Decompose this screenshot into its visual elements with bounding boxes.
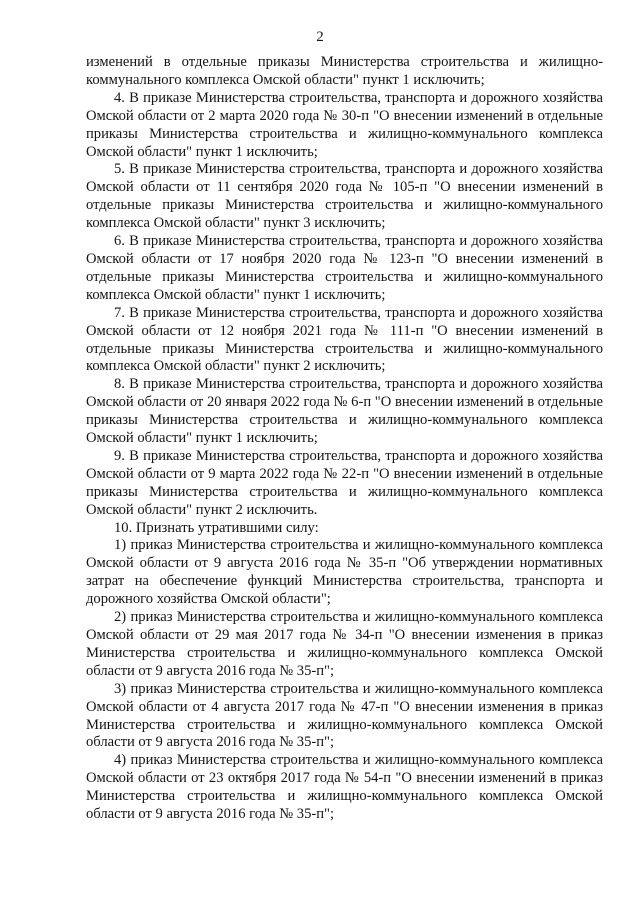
paragraph-item-6: 6. В приказе Министерства строительства, транспорта и дорожного хозяйства Омской области от 17 ноября 2020 года № 123-п "О внесении изменений в отдельные приказы Министерства строительства и жилищно-коммунального комплекса Омской области" пункт 1 исключить; (86, 233, 603, 303)
subitem-1: 1) приказ Министерства строительства и жилищно-коммунального комплекса Омской области от 9 августа 2016 года № 35-п "Об утверждении нормативных затрат на обеспечение функций Министерства строительства, транспорта и дорожного хозяйства Омской области"; (86, 537, 603, 608)
paragraph-item-9: 9. В приказе Министерства строительства, транспорта и дорожного хозяйства Омской области от 9 марта 2022 года № 22-п "О внесении изменений в отдельные приказы Министерства строительства и жилищно-коммунального комплекса Омской области" пункт 2 исключить. (86, 447, 603, 518)
subitem-2: 2) приказ Министерства строительства и жилищно-коммунального комплекса Омской области от 29 мая 2017 года № 34-п "О внесении изменения в приказ Министерства строительства и жилищно-коммунального комплекса Омской области от 9 августа 2016 года № 35-п"; (86, 609, 603, 679)
subitem-3: 3) приказ Министерства строительства и жилищно-коммунального комплекса Омской области от 4 августа 2017 года № 47-п "О внесении изменения в приказ Министерства строительства и жилищно-коммунального комплекса Омской области от 9 августа 2016 года № 35-п"; (86, 680, 603, 751)
paragraph-item-7: 7. В приказе Министерства строительства, транспорта и дорожного хозяйства Омской области от 12 ноября 2021 года № 111-п "О внесении изменений в отдельные приказы Министерства строительства и жилищно-коммунального комплекса Омской области" пункт 2 исключить; (86, 304, 603, 375)
document-body (86, 54, 603, 824)
page-number: 2 (316, 29, 324, 45)
paragraph-continuation: изменений в отдельные приказы Министерства строительства и жилищно-коммунального комплекса Омской области" пункт 1 исключить; (86, 54, 603, 88)
paragraph-item-5: 5. В приказе Министерства строительства, транспорта и дорожного хозяйства Омской области от 11 сентября 2020 года № 105-п "О внесении изменений в отдельные приказы Министерства строительства и жилищно-коммунального комплекса Омской области" пункт 3 исключить; (86, 161, 603, 232)
paragraph-item-4: 4. В приказе Министерства строительства, транспорта и дорожного хозяйства Омской области от 2 марта 2020 года № 30-п "О внесении изменений в отдельные приказы Министерства строительства и жилищно-коммунального комплекса Омской области" пункт 1 исключить; (86, 89, 603, 160)
paragraph-item-10: 10. Признать утратившими силу: (114, 519, 319, 536)
paragraph-item-8: 8. В приказе Министерства строительства, транспорта и дорожного хозяйства Омской области от 20 января 2022 года № 6-п "О внесении изменений в отдельные приказы Министерства строительства и жилищно-коммунального комплекса Омской области" пункт 1 исключить; (86, 376, 603, 447)
subitem-4: 4) приказ Министерства строительства и жилищно-коммунального комплекса Омской области от 23 октября 2017 года № 54-п "О внесении изменений в приказ Министерства строительства и жилищно-коммунального комплекса Омской области от 9 августа 2016 года № 35-п"; (86, 752, 603, 823)
